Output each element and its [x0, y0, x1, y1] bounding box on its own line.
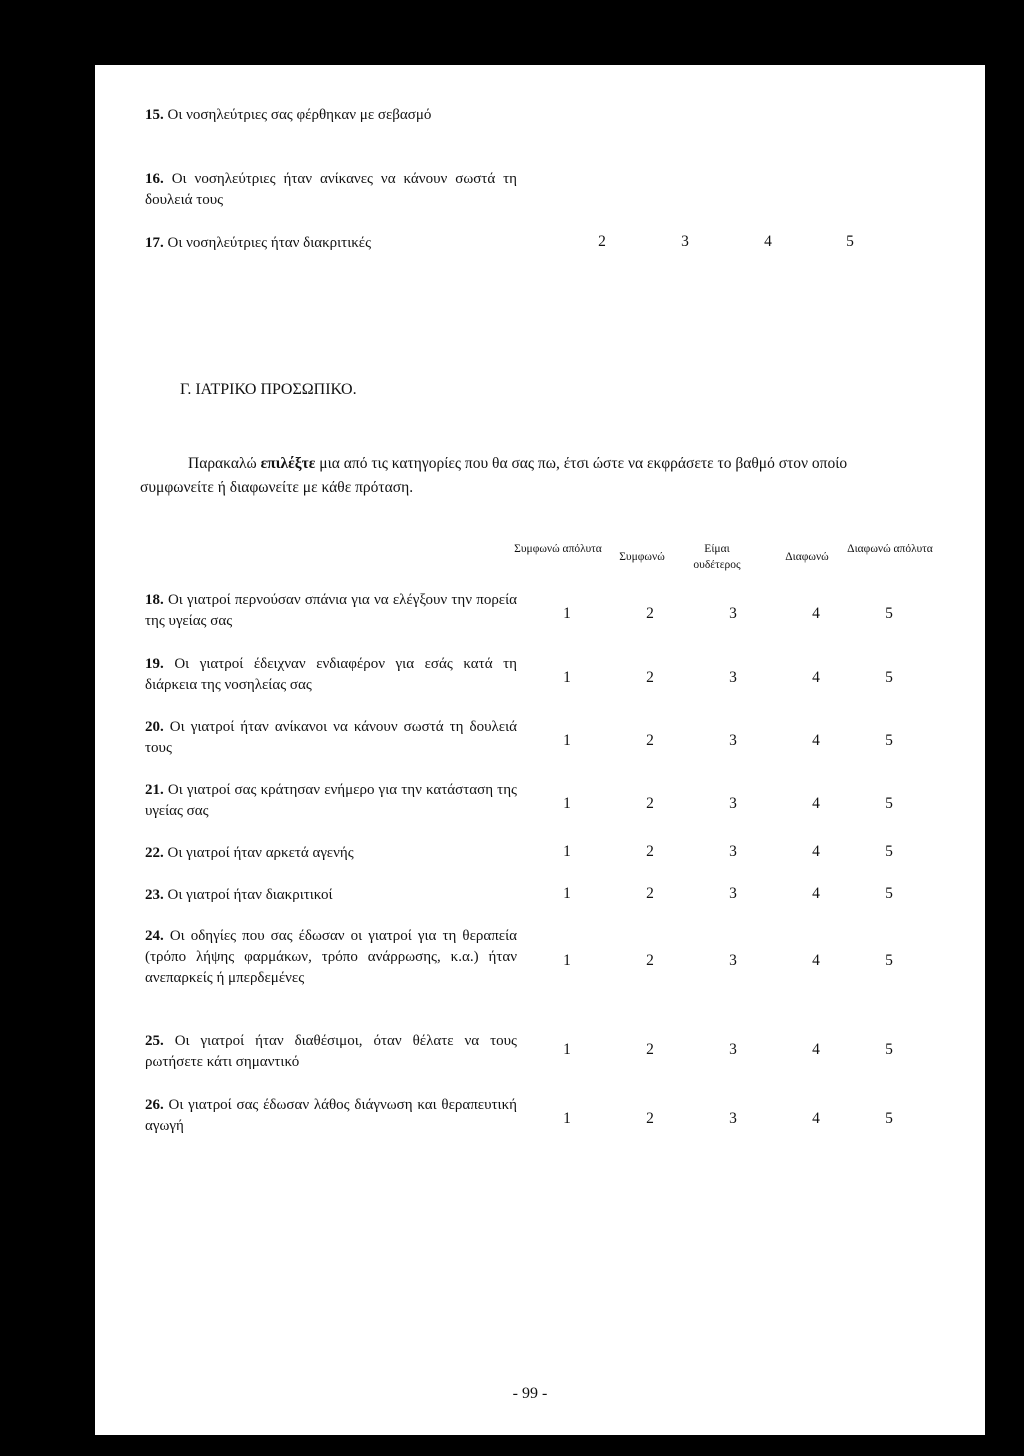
scale-option[interactable]: 2	[646, 1110, 654, 1127]
scale-option[interactable]: 4	[812, 1110, 820, 1127]
page-number: - 99 -	[512, 1385, 548, 1402]
scale-header-agree: Συμφωνώ	[619, 551, 665, 563]
scale-option[interactable]: 1	[563, 1110, 571, 1127]
scale-option[interactable]: 3	[729, 843, 737, 860]
scale-option[interactable]: 1	[563, 885, 571, 902]
scale-header-strongly-disagree: Διαφωνώ απόλυτα	[847, 543, 933, 555]
question-text: Οι οδηγίες που σας έδωσαν οι γιατροί για τη θεραπεία (τρόπο λήψης φαρμάκων, τρόπο ανάρρωσης, κ.α.) ήταν ανεπαρκείς ή μπερδεμένες	[145, 928, 517, 986]
scale-option[interactable]: 1	[563, 1041, 571, 1058]
scale-option[interactable]: 1	[563, 952, 571, 969]
scale-option[interactable]: 2	[646, 952, 654, 969]
scale-option[interactable]: 2	[646, 732, 654, 749]
scale-option[interactable]: 3	[729, 732, 737, 749]
question-number: 22.	[145, 845, 164, 861]
question-21	[145, 780, 517, 822]
scale-option[interactable]: 3	[729, 1110, 737, 1127]
scale-option[interactable]: 3	[729, 885, 737, 902]
scale-option[interactable]: 1	[563, 843, 571, 860]
question-text: Οι γιατροί έδειχναν ενδιαφέρον για εσάς κατά τη διάρκεια της νοσηλείας σας	[145, 656, 517, 693]
scale-option[interactable]: 4	[812, 605, 820, 622]
question-18	[145, 590, 517, 632]
question-number: 24.	[145, 928, 164, 944]
scale-option[interactable]: 5	[885, 1110, 893, 1127]
scale-option[interactable]: 4	[812, 843, 820, 860]
question-17	[145, 233, 517, 254]
question-19	[145, 654, 517, 696]
question-text: Οι γιατροί ήταν αρκετά αγενής	[167, 845, 354, 861]
scale-option[interactable]: 4	[812, 795, 820, 812]
scale-option[interactable]: 5	[885, 952, 893, 969]
scale-option[interactable]: 5	[885, 605, 893, 622]
scale-option[interactable]: 2	[646, 885, 654, 902]
question-number: 15.	[145, 107, 164, 123]
question-number: 19.	[145, 656, 164, 672]
scale-option[interactable]: 3	[681, 233, 689, 250]
question-number: 16.	[145, 171, 164, 187]
scale-option[interactable]: 3	[729, 605, 737, 622]
scale-option[interactable]: 5	[885, 1041, 893, 1058]
question-25	[145, 1031, 517, 1073]
question-text: Οι γιατροί σας έδωσαν λάθος διάγνωση και θεραπευτική αγωγή	[145, 1097, 518, 1134]
scale-option[interactable]: 5	[885, 885, 893, 902]
question-26	[145, 1095, 517, 1137]
scale-option[interactable]: 5	[846, 233, 854, 250]
question-number: 17.	[145, 235, 164, 251]
question-number: 26.	[145, 1097, 164, 1113]
scale-header-strongly-agree: Συμφωνώ απόλυτα	[514, 543, 602, 555]
scale-option[interactable]: 1	[563, 605, 571, 622]
question-text: Οι γιατροί ήταν διαθέσιμοι, όταν θέλατε να τους ρωτήσετε κάτι σημαντικό	[145, 1033, 517, 1070]
scale-option[interactable]: 3	[729, 952, 737, 969]
question-24	[145, 926, 517, 989]
question-text: Οι γιατροί περνούσαν σπάνια για να ελέγξουν την πορεία της υγείας σας	[145, 592, 518, 629]
scale-option[interactable]: 2	[598, 233, 606, 250]
scale-option[interactable]: 5	[885, 843, 893, 860]
scale-header-neutral: Είμαι ουδέτερος	[693, 543, 741, 571]
scale-option[interactable]: 1	[563, 669, 571, 686]
scale-option[interactable]: 1	[563, 795, 571, 812]
scale-option[interactable]: 2	[646, 669, 654, 686]
question-20	[145, 717, 517, 759]
question-text: Οι γιατροί σας κράτησαν ενήμερο για την κατάσταση της υγείας σας	[145, 782, 517, 819]
question-text: Οι νοσηλεύτριες ήταν ανίκανες να κάνουν σωστά τη δουλειά τους	[145, 171, 518, 208]
scale-option[interactable]: 3	[729, 795, 737, 812]
scale-option[interactable]: 1	[563, 732, 571, 749]
instruction-paragraph: Παρακαλώ επιλέξτε μια από τις κατηγορίες που θα σας πω, έτσι ώστε να εκφράσετε το βαθμό στον οποίο συμφωνείτε ή διαφωνείτε με κάθε πρόταση.	[140, 455, 848, 496]
scale-option[interactable]: 4	[812, 952, 820, 969]
scale-option[interactable]: 4	[812, 732, 820, 749]
question-number: 21.	[145, 782, 164, 798]
document-page	[95, 65, 985, 1435]
scale-option[interactable]: 2	[646, 843, 654, 860]
question-text: Οι νοσηλεύτριες σας φέρθηκαν με σεβασμό	[167, 107, 432, 123]
question-number: 25.	[145, 1033, 164, 1049]
question-number: 20.	[145, 719, 164, 735]
scale-option[interactable]: 4	[812, 885, 820, 902]
section-title: Γ. ΙΑΤΡΙΚΟ ΠΡΟΣΩΠΙΚΟ.	[180, 381, 357, 398]
question-text: Οι γιατροί ήταν διακριτικοί	[167, 887, 333, 903]
scale-option[interactable]: 3	[729, 1041, 737, 1058]
question-15	[145, 105, 517, 126]
scale-option[interactable]: 2	[646, 605, 654, 622]
question-23	[145, 885, 517, 906]
question-text: Οι νοσηλεύτριες ήταν διακριτικές	[167, 235, 372, 251]
scale-option[interactable]: 4	[812, 669, 820, 686]
scale-option[interactable]: 5	[885, 795, 893, 812]
scale-option[interactable]: 4	[764, 233, 772, 250]
question-number: 18.	[145, 592, 164, 608]
question-22	[145, 843, 517, 864]
scale-header-disagree: Διαφωνώ	[785, 551, 829, 563]
scale-option[interactable]: 2	[646, 1041, 654, 1058]
scale-option[interactable]: 3	[729, 669, 737, 686]
scale-option[interactable]: 5	[885, 732, 893, 749]
scale-option[interactable]: 2	[646, 795, 654, 812]
question-text: Οι γιατροί ήταν ανίκανοι να κάνουν σωστά τη δουλειά τους	[145, 719, 518, 756]
question-number: 23.	[145, 887, 164, 903]
scale-option[interactable]: 4	[812, 1041, 820, 1058]
question-16	[145, 169, 517, 211]
scale-option[interactable]: 5	[885, 669, 893, 686]
